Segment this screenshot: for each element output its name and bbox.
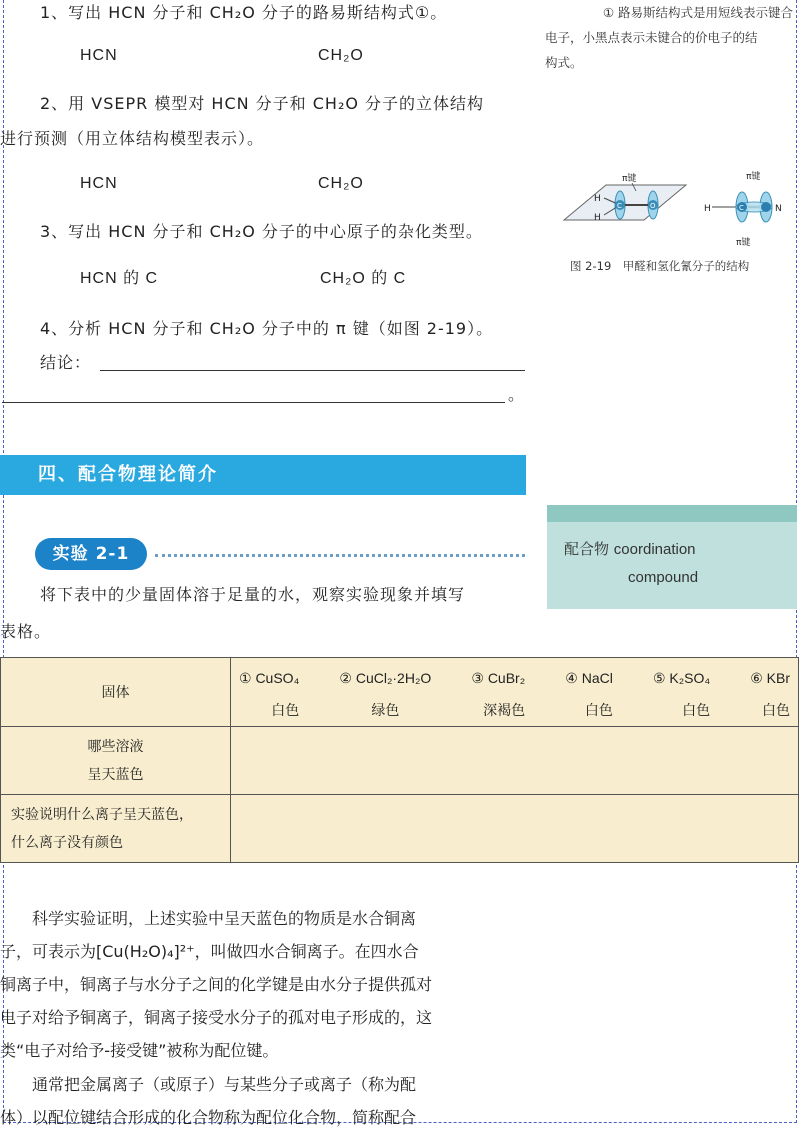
experiment-table	[0, 657, 799, 863]
solid-color: 绿色	[371, 702, 400, 718]
solid-color: 白色	[584, 702, 613, 718]
paragraph-line: 子，可表示为[Cu(H₂O)₄]²⁺，叫做四水合铜离子。在四水合	[0, 942, 419, 961]
atom-label-c1: C	[617, 202, 622, 210]
glossary-term-en-1: coordination	[613, 541, 696, 558]
solid-color: 白色	[271, 702, 300, 718]
q2-answer-label-ch2o: CH₂O	[318, 175, 364, 192]
conclusion-end-mark: 。	[508, 385, 526, 404]
pi-bond-label-formaldehyde: π键	[622, 174, 637, 184]
q1-answer-label-hcn: HCN	[80, 47, 118, 64]
atom-label-h2: H	[594, 213, 601, 223]
table-row-ion-explanation	[1, 795, 799, 863]
glossary-term-cn: 配合物	[564, 540, 610, 558]
molecule-structure-figure	[556, 165, 794, 250]
solid-color: 白色	[761, 702, 790, 718]
paragraph-line: 科学实验证明，上述实验中呈天蓝色的物质是水合铜离	[0, 909, 417, 928]
pi-bond-label-hcn-bottom: π键	[736, 238, 751, 248]
row-header-line: 呈天蓝色	[87, 766, 144, 783]
row-header-solid: 固体	[1, 658, 231, 727]
paragraph-coordination-bond	[0, 902, 526, 1067]
question-2-line1: 2、用 VSEPR 模型对 HCN 分子和 CH₂O 分子的立体结构	[40, 94, 485, 113]
solid-name: ② CuCl₂·2H₂O	[339, 670, 432, 686]
footnote-line-1: ① 路易斯结构式是用短线表示键合	[602, 5, 793, 20]
section-title: 四、配合物理论简介	[0, 455, 526, 495]
atom-n	[761, 202, 771, 212]
table-row-solids	[1, 658, 799, 727]
row-header-line: 实验说明什么离子呈天蓝色，	[11, 806, 193, 823]
atom-label-h3: H	[704, 204, 711, 214]
footnote-line-2: 电子，小黑点表示未键合的价电子的结	[545, 30, 758, 45]
atom-label-h1: H	[594, 194, 601, 204]
solid-item	[565, 662, 613, 726]
solids-cell	[231, 658, 799, 727]
solid-name: ① CuSO₄	[239, 670, 300, 686]
paragraph-coordination-compound	[0, 1068, 526, 1134]
glossary-term-en-2: compound	[628, 569, 699, 586]
row-header-blue-solutions	[1, 727, 231, 795]
footnote-line-3: 构式。	[545, 55, 583, 70]
glossary-term-line-1	[564, 538, 696, 559]
paragraph-line: 通常把金属离子（或原子）与某些分子或离子（称为配	[0, 1075, 417, 1094]
solid-item	[653, 662, 710, 726]
q3-answer-label-ch2o: CH₂O 的 C	[320, 270, 407, 287]
paragraph-line: 电子对给予铜离子，铜离子接受水分子的孤对电子形成的，这	[0, 1008, 433, 1027]
pi-bond-label-hcn-top: π键	[746, 172, 761, 182]
answer-cell-blue-solutions[interactable]	[231, 727, 799, 795]
row-header-line: 哪些溶液	[87, 738, 144, 755]
figure-caption: 图 2-19 甲醛和氢化氰分子的结构	[570, 259, 750, 273]
solid-name: ⑤ K₂SO₄	[652, 670, 711, 686]
table-row-blue-solutions	[1, 727, 799, 795]
solid-color: 白色	[682, 702, 711, 718]
row-header-line: 什么离子没有颜色	[11, 834, 123, 851]
atom-label-o: O	[650, 202, 656, 210]
conclusion-label: 结论：	[40, 353, 92, 372]
atom-label-n: N	[775, 204, 782, 214]
experiment-badge: 实验 2-1	[35, 538, 147, 570]
paragraph-line: 体）以配位键结合形成的化合物称为配位化合物，简称配合	[0, 1108, 417, 1127]
solid-item	[471, 662, 525, 726]
solid-item	[339, 662, 431, 726]
glossary-box	[547, 505, 797, 609]
solid-name: ⑥ KBr	[750, 670, 790, 686]
solid-color: 深褐色	[483, 702, 526, 718]
paragraph-line: 类“电子对给予-接受键”被称为配位键。	[0, 1041, 279, 1060]
experiment-dotted-rule	[155, 554, 525, 557]
q3-answer-label-hcn: HCN 的 C	[80, 270, 159, 287]
solid-item	[750, 662, 798, 726]
experiment-instruction-line-1: 将下表中的少量固体溶于足量的水，观察实验现象并填写	[40, 585, 466, 604]
row-header-ion-explanation	[1, 795, 231, 863]
solid-item	[239, 662, 299, 726]
conclusion-blank-line-2[interactable]	[2, 402, 505, 403]
question-2-line2: 进行预测（用立体结构模型表示）。	[0, 129, 265, 148]
paragraph-line: 铜离子中，铜离子与水分子之间的化学键是由水分子提供孤对	[0, 975, 433, 994]
answer-cell-ion-explanation[interactable]	[231, 795, 799, 863]
glossary-stripe	[547, 505, 797, 522]
question-1: 1、写出 HCN 分子和 CH₂O 分子的路易斯结构式①。	[40, 3, 448, 22]
q1-answer-label-ch2o: CH₂O	[318, 47, 364, 64]
solid-name: ③ CuBr₂	[471, 670, 526, 686]
experiment-instruction-line-2: 表格。	[0, 622, 52, 641]
question-4: 4、分析 HCN 分子和 CH₂O 分子中的 π 键（如图 2-19）。	[40, 319, 494, 338]
solid-name: ④ NaCl	[565, 670, 613, 686]
footnote-lewis-structure	[545, 0, 797, 75]
conclusion-blank-line-1[interactable]	[100, 370, 525, 371]
q2-answer-label-hcn: HCN	[80, 175, 118, 192]
question-3: 3、写出 HCN 分子和 CH₂O 分子的中心原子的杂化类型。	[40, 222, 483, 241]
atom-label-c2: C	[739, 204, 744, 212]
